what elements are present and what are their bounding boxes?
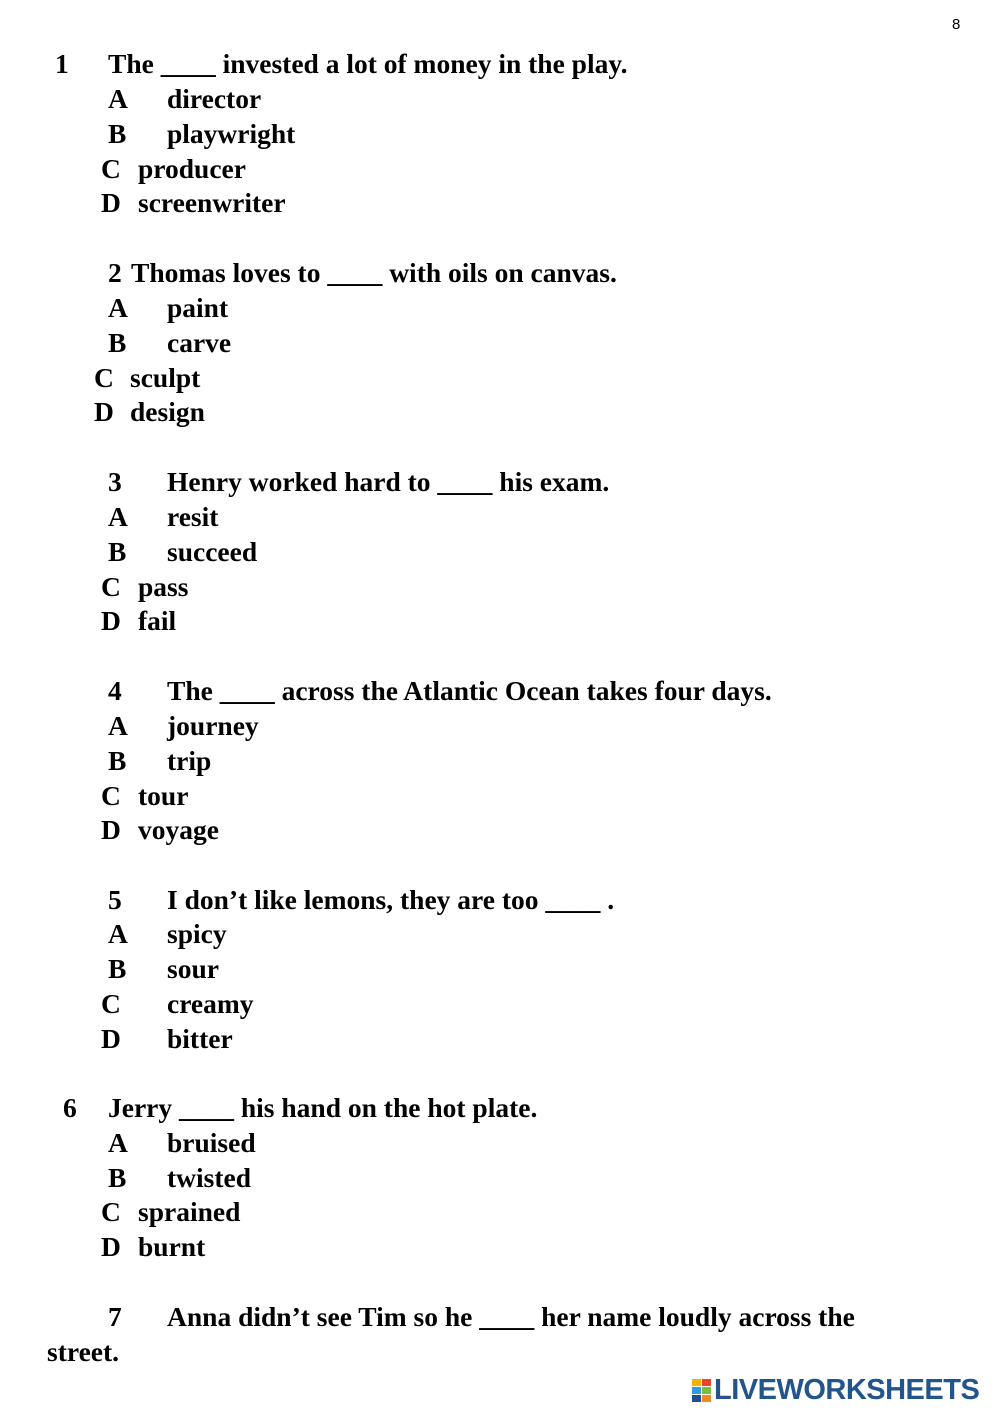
option-text: trip xyxy=(167,745,212,776)
option-letter: C xyxy=(94,362,114,393)
question-stem: The ____ across the Atlantic Ocean takes four days. xyxy=(167,675,772,706)
option-text: pass xyxy=(138,571,189,602)
liveworksheets-logo xyxy=(692,1374,979,1406)
question-stem: Anna didn’t see Tim so he ____ her name loudly across the xyxy=(167,1301,855,1332)
option-letter: C xyxy=(101,153,121,184)
option-text: playwright xyxy=(167,118,296,149)
question-number: 2 xyxy=(108,257,122,288)
option-text: resit xyxy=(167,501,219,532)
question-stem: Thomas loves to ____ with oils on canvas. xyxy=(131,257,617,288)
question-number: 5 xyxy=(108,884,122,915)
option-letter: C xyxy=(101,780,121,811)
option-letter: C xyxy=(101,1196,121,1227)
option-text: succeed xyxy=(167,536,258,567)
option-text: sculpt xyxy=(130,362,201,393)
option-text: carve xyxy=(167,327,232,358)
option-text: design xyxy=(130,396,205,427)
question-number: 1 xyxy=(55,48,69,79)
option-text: director xyxy=(167,83,262,114)
question-number: 3 xyxy=(108,466,122,497)
option-text: journey xyxy=(167,710,259,741)
option-text: voyage xyxy=(138,814,219,845)
question-stem: The ____ invested a lot of money in the play. xyxy=(108,48,628,79)
option-text: burnt xyxy=(138,1231,206,1262)
question-number: 6 xyxy=(63,1092,77,1123)
option-letter: C xyxy=(101,571,121,602)
option-letter: C xyxy=(101,988,121,1019)
option-text: screenwriter xyxy=(138,187,286,218)
question-stem: I don’t like lemons, they are too ____ . xyxy=(167,884,615,915)
option-text: bruised xyxy=(167,1127,256,1158)
logo-text: LIVEWORKSHEETS xyxy=(714,1373,980,1406)
option-letter: D xyxy=(101,1023,121,1054)
option-text: creamy xyxy=(167,988,254,1019)
option-letter: A xyxy=(108,710,128,741)
question-stem: Henry worked hard to ____ his exam. xyxy=(167,466,610,497)
option-letter: D xyxy=(101,1231,121,1262)
option-letter: A xyxy=(108,83,128,114)
option-text: sour xyxy=(167,953,219,984)
option-letter: B xyxy=(108,536,127,567)
option-text: paint xyxy=(167,292,229,323)
option-text: bitter xyxy=(167,1023,233,1054)
option-letter: D xyxy=(101,814,121,845)
option-letter: D xyxy=(101,187,121,218)
option-letter: B xyxy=(108,953,127,984)
question-stem-continued: street. xyxy=(47,1336,120,1367)
option-text: twisted xyxy=(167,1162,252,1193)
option-letter: A xyxy=(108,292,128,323)
logo-blocks-icon xyxy=(692,1379,711,1402)
option-text: tour xyxy=(138,780,189,811)
option-letter: A xyxy=(108,918,128,949)
option-letter: D xyxy=(94,396,114,427)
option-letter: B xyxy=(108,1162,127,1193)
option-text: spicy xyxy=(167,918,227,949)
page-number: 8 xyxy=(952,16,961,33)
option-text: fail xyxy=(138,605,177,636)
option-letter: B xyxy=(108,118,127,149)
question-number: 4 xyxy=(108,675,122,706)
question-number: 7 xyxy=(108,1301,122,1332)
option-text: sprained xyxy=(138,1196,241,1227)
option-text: producer xyxy=(138,153,246,184)
option-letter: B xyxy=(108,745,127,776)
option-letter: A xyxy=(108,501,128,532)
question-stem: Jerry ____ his hand on the hot plate. xyxy=(108,1092,538,1123)
option-letter: A xyxy=(108,1127,128,1158)
option-letter: B xyxy=(108,327,127,358)
option-letter: D xyxy=(101,605,121,636)
